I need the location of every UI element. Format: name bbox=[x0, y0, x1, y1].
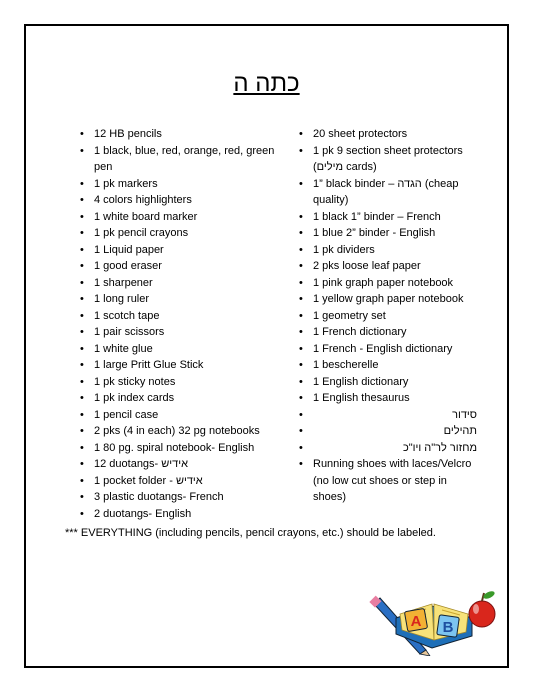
list-item: • 2 pks (4 in each) 32 pg notebooks bbox=[80, 423, 275, 440]
list-item: • 3 plastic duotangs- French bbox=[80, 489, 275, 506]
list-item: • 1 good eraser bbox=[80, 258, 275, 275]
school-clipart bbox=[368, 584, 500, 656]
list-item: • 20 sheet protectors bbox=[299, 126, 477, 143]
list-item: • 1 pk pencil crayons bbox=[80, 225, 275, 242]
list-item: • 1 English thesaurus bbox=[299, 390, 477, 407]
list-item: • Running shoes with laces/Velcro (no low cut shoes or step in shoes) bbox=[299, 456, 477, 506]
list-item: • 1 French - English dictionary bbox=[299, 341, 477, 358]
list-item: • 1 pk dividers bbox=[299, 242, 477, 259]
list-item: • 1 black 1” binder – French bbox=[299, 209, 477, 226]
list-item: • 12 HB pencils bbox=[80, 126, 275, 143]
list-item: • 1 long ruler bbox=[80, 291, 275, 308]
list-item: • 1 pk 9 section sheet protectors (מילים cards) bbox=[299, 143, 477, 176]
list-item: • מחזור לר"ה ויו"כ bbox=[299, 440, 477, 457]
list-item: • 1 sharpener bbox=[80, 275, 275, 292]
list-item: • 1 pencil case bbox=[80, 407, 275, 424]
list-item: • 1 white board marker bbox=[80, 209, 275, 226]
list-item: • 2 pks loose leaf paper bbox=[299, 258, 477, 275]
list-item: • 1 blue 2” binder - English bbox=[299, 225, 477, 242]
page-title: כתה ה bbox=[233, 70, 300, 97]
list-item: • 2 duotangs- English bbox=[80, 506, 275, 523]
list-item: • 1 pink graph paper notebook bbox=[299, 275, 477, 292]
list-item: • 1 pk index cards bbox=[80, 390, 275, 407]
list-item: • 1” black binder – הגדה (cheap quality) bbox=[299, 176, 477, 209]
list-item: • 1 80 pg. spiral notebook- English bbox=[80, 440, 275, 457]
list-item: • 1 large Pritt Glue Stick bbox=[80, 357, 275, 374]
list-item: • 1 English dictionary bbox=[299, 374, 477, 391]
svg-text:B: B bbox=[442, 619, 454, 636]
list-item: • 1 bescherelle bbox=[299, 357, 477, 374]
list-item: • 1 black, blue, red, orange, red, green pen bbox=[80, 143, 275, 176]
supply-list-left bbox=[80, 126, 275, 522]
letter-block-b bbox=[437, 615, 460, 638]
list-item: • 1 geometry set bbox=[299, 308, 477, 325]
list-item: • 1 pocket folder - אידיש bbox=[80, 473, 275, 490]
svg-text:A: A bbox=[410, 613, 422, 630]
list-item: • 1 Liquid paper bbox=[80, 242, 275, 259]
labeling-note: *** EVERYTHING (including pencils, pencil crayons, etc.) should be labeled. bbox=[65, 527, 436, 539]
letter-block-a bbox=[404, 608, 427, 631]
list-item: • 12 duotangs- אידיש bbox=[80, 456, 275, 473]
apple-icon bbox=[469, 590, 496, 627]
book-apple-pencil-illustration bbox=[368, 584, 500, 656]
list-item: • 1 yellow graph paper notebook bbox=[299, 291, 477, 308]
list-item: • 1 white glue bbox=[80, 341, 275, 358]
list-item: • 1 French dictionary bbox=[299, 324, 477, 341]
list-item: • 1 pk sticky notes bbox=[80, 374, 275, 391]
list-item: • סידור bbox=[299, 407, 477, 424]
supply-list-right bbox=[299, 126, 477, 506]
list-item: • 1 pk markers bbox=[80, 176, 275, 193]
list-item: • 1 scotch tape bbox=[80, 308, 275, 325]
list-item: • 4 colors highlighters bbox=[80, 192, 275, 209]
list-item: • תהילים bbox=[299, 423, 477, 440]
list-item: • 1 pair scissors bbox=[80, 324, 275, 341]
